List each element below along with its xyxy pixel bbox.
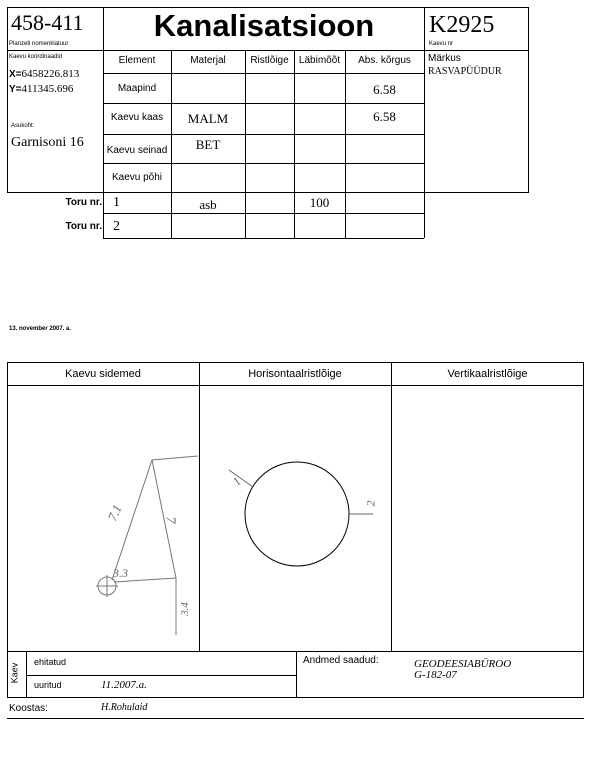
- page-title: Kanalisatsioon: [153, 8, 375, 43]
- coordinate-x: [9, 68, 79, 80]
- planset-number: 458-411: [11, 10, 84, 35]
- pipe-number-1: 1: [113, 195, 120, 210]
- pipe-in-label: 1: [229, 474, 244, 489]
- grid-col-4: [345, 50, 346, 238]
- sketch-col-title-horizontal: Horisontaalristlõige: [248, 368, 342, 380]
- row-element-2: Kaevu kaas: [110, 112, 164, 123]
- x-value: 6458226.813: [21, 68, 80, 80]
- col-header-material: Materjal: [190, 55, 226, 66]
- footer-built-label: ehitatud: [34, 657, 67, 667]
- well-circle: [245, 462, 349, 566]
- footer-row-divider: [26, 675, 296, 676]
- footer-data-from-label: Andmed saadud:: [303, 655, 379, 666]
- sketch-col-title-vertical: Vertikaalristlõige: [447, 368, 528, 380]
- row-element-4: Kaevu põhi: [111, 172, 163, 183]
- y-value: 411345.696: [21, 83, 74, 95]
- pipe-label-2: Toru nr.: [65, 221, 102, 232]
- grid-row-2: [103, 103, 424, 104]
- footer-surveyed-value: 11.2007.a.: [101, 679, 147, 691]
- well-number-label: Kaevu nr: [429, 41, 454, 47]
- address-value: Garnisoni 16: [11, 135, 84, 150]
- footer-mid-divider: [296, 652, 297, 698]
- pipe-row-line-1: [103, 213, 424, 214]
- footer-kaev-label: Kaev: [9, 662, 20, 684]
- footer-surveyed-label: uuritud: [34, 680, 62, 690]
- col-header-element: Element: [118, 55, 156, 66]
- pipe-number-2: 2: [113, 219, 120, 234]
- row-material-3: BET: [195, 137, 221, 152]
- y-label: Y=: [9, 84, 22, 95]
- footer-author-line: [7, 718, 584, 719]
- header-bottom-line: [7, 50, 529, 51]
- pipe-row-line-2: [103, 238, 424, 239]
- pipe-row-right: [424, 193, 425, 238]
- pipe-row-left: [103, 193, 104, 238]
- sketch-col-title-connections: Kaevu sidemed: [65, 368, 141, 380]
- footer-data-from-value-2: G-182-07: [414, 669, 457, 681]
- dimension-c: 7: [162, 516, 178, 524]
- coordinates-label: Kaevu koordinaadid: [9, 54, 63, 60]
- col-header-cross-section: Ristlõige: [250, 55, 289, 66]
- coordinate-y: [9, 83, 73, 95]
- grid-row-1: [103, 73, 424, 74]
- footer-data-from-value-1: GEODEESIABÜROO: [414, 658, 512, 670]
- row-material-2: MALM: [187, 111, 229, 126]
- sketch-divider-2: [391, 362, 392, 652]
- col-header-abs-height: Abs. kõrgus: [358, 55, 411, 66]
- document-date: 13. november 2007. a.: [9, 326, 72, 332]
- dimension-a: 7.1: [104, 502, 125, 524]
- pipe-label-1: Toru nr.: [65, 197, 102, 208]
- x-label: X=: [9, 69, 22, 80]
- remarks-label: Märkus: [428, 53, 461, 64]
- footer-author-value: H.Rohulaid: [101, 702, 148, 713]
- dimension-d: 3.4: [178, 602, 191, 616]
- col-header-diameter: Läbimõõt: [298, 55, 341, 66]
- footer-author-label: Koostas:: [9, 703, 48, 714]
- row-element-3: Kaevu seinad: [106, 145, 168, 156]
- well-number: K2925: [429, 12, 495, 38]
- row-abs-height-2: 6.58: [373, 109, 396, 124]
- sketch-wall-top: [152, 456, 198, 460]
- address-label: Asukoht:: [11, 123, 35, 129]
- row-element-1: Maapind: [117, 83, 157, 94]
- sketch-header-line: [7, 385, 584, 386]
- dimension-b: 3.3: [113, 566, 128, 580]
- remarks-value: RASVAPÜÜDUR: [428, 66, 502, 77]
- grid-row-3: [103, 134, 424, 135]
- header-divider-right: [424, 7, 425, 193]
- grid-row-4: [103, 163, 424, 164]
- planset-label: Planzeti nomenklatuur: [9, 41, 69, 47]
- row-abs-height-1: 6.58: [373, 82, 396, 97]
- pipe-out-label: 2: [363, 500, 378, 507]
- pipe-material-1: asb: [199, 197, 217, 212]
- pipe-diameter-1: 100: [309, 195, 330, 210]
- horizontal-section-drawing: [225, 460, 375, 570]
- grid-col-2: [245, 50, 246, 238]
